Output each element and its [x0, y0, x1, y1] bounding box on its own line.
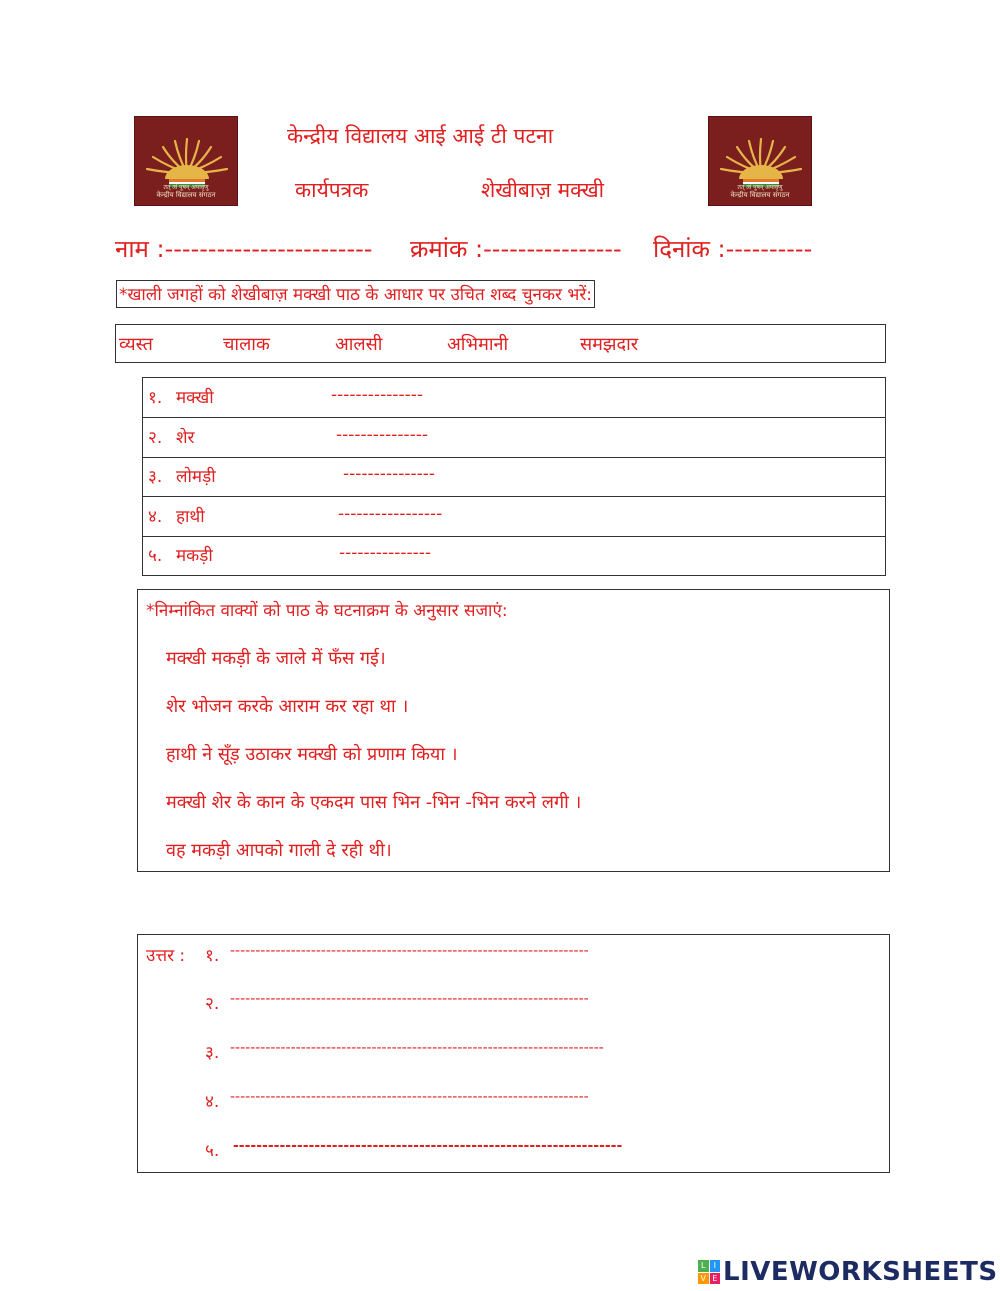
- name-field: नाम :------------------------: [115, 235, 373, 263]
- answer-number: १.: [205, 946, 220, 966]
- item-label: शेर: [176, 428, 195, 448]
- word-bank-item: समझदार: [580, 334, 639, 355]
- item-label: मकड़ी: [176, 546, 213, 566]
- table-row: [143, 536, 885, 576]
- answer-label: उत्तर :: [146, 946, 186, 966]
- item-label: लोमड़ी: [176, 467, 216, 487]
- word-bank-item: आलसी: [335, 334, 383, 355]
- answer-blank[interactable]: -----------------: [338, 504, 443, 524]
- sentence-item[interactable]: वह मकड़ी आपको गाली दे रही थी।: [166, 840, 392, 861]
- date-field: दिनांक :----------: [653, 235, 813, 263]
- icon-letter: E: [710, 1273, 721, 1285]
- answer-line[interactable]: -------------------------------------------------------------------: [233, 1138, 623, 1154]
- answer-number: ४.: [205, 1092, 220, 1112]
- item-label: मक्खी: [176, 388, 214, 408]
- logo-motto: तत् त्वं पूषन् अपावृणु: [737, 184, 783, 191]
- icon-letter: V: [698, 1273, 709, 1285]
- lesson-title: शेखीबाज़ मक्खी: [481, 178, 605, 202]
- answer-blank[interactable]: ---------------: [331, 385, 424, 405]
- answer-blank[interactable]: ---------------: [343, 464, 436, 484]
- word-bank-item: अभिमानी: [447, 334, 509, 355]
- answer-number: २.: [205, 994, 220, 1014]
- word-bank-item: व्यस्त: [119, 334, 153, 355]
- answer-box: [137, 934, 890, 1173]
- fill-blanks-instruction: [116, 280, 595, 308]
- sentence-item[interactable]: मक्खी मकड़ी के जाले में फँस गई।: [166, 648, 386, 669]
- logo-org-name: केन्द्रीय विद्यालय संगठन: [730, 191, 790, 199]
- answer-blank[interactable]: ---------------: [339, 543, 432, 563]
- instruction-text: *खाली जगहों को शेखीबाज़ मक्खी पाठ के आधार पर उचित शब्द चुनकर भरें:: [116, 280, 595, 308]
- kvs-logo-right: [708, 116, 812, 206]
- answer-line[interactable]: -----------------------------------------------------------------------: [230, 1089, 589, 1105]
- roll-number-field: क्रमांक :----------------: [410, 235, 622, 263]
- word-bank-item: चालाक: [223, 334, 270, 355]
- logo-org-name: केन्द्रीय विद्यालय संगठन: [156, 191, 216, 199]
- answer-number: ३.: [205, 1043, 220, 1063]
- sentence-item[interactable]: शेर भोजन करके आराम कर रहा था ।: [166, 696, 409, 717]
- answer-number: ५.: [205, 1141, 220, 1161]
- answer-line[interactable]: --------------------------------------------------------------------------: [230, 1040, 604, 1056]
- table-row: [143, 418, 885, 458]
- icon-letter: I: [710, 1260, 721, 1272]
- logo-motto: तत् त्वं पूषन् अपावृणु: [163, 184, 209, 191]
- liveworksheets-icon: [698, 1260, 720, 1284]
- table-row: [143, 457, 885, 497]
- table-row: [143, 497, 885, 537]
- brand-name: LIVEWORKSHEETS: [723, 1257, 998, 1287]
- liveworksheets-brand: [698, 1257, 998, 1287]
- sentence-item[interactable]: मक्खी शेर के कान के एकदम पास भिन -भिन -भिन करने लगी ।: [166, 792, 582, 813]
- item-number: ३.: [148, 467, 163, 487]
- answer-blank[interactable]: ---------------: [336, 425, 429, 445]
- sentence-order-instruction: *निम्नांकित वाक्यों को पाठ के घटनाक्रम के अनुसार सजाएं:: [146, 601, 508, 621]
- sentence-item[interactable]: हाथी ने सूँड़ उठाकर मक्खी को प्रणाम किया ।: [166, 744, 458, 765]
- table-row: [143, 378, 885, 418]
- item-number: २.: [148, 428, 163, 448]
- sentence-order-box: [137, 589, 890, 872]
- item-number: १.: [148, 388, 163, 408]
- school-name: केन्द्रीय विद्यालय आई आई टी पटना: [287, 124, 554, 148]
- item-number: ५.: [148, 546, 163, 566]
- answer-line[interactable]: -----------------------------------------------------------------------: [230, 991, 589, 1007]
- word-bank: [115, 324, 886, 363]
- worksheet-label: कार्यपत्रक: [295, 178, 369, 202]
- item-number: ४.: [148, 507, 163, 527]
- fill-blanks-table: [142, 377, 886, 576]
- answer-line[interactable]: -----------------------------------------------------------------------: [230, 943, 589, 959]
- icon-letter: L: [698, 1260, 709, 1272]
- kvs-logo-left: [134, 116, 238, 206]
- item-label: हाथी: [176, 507, 205, 527]
